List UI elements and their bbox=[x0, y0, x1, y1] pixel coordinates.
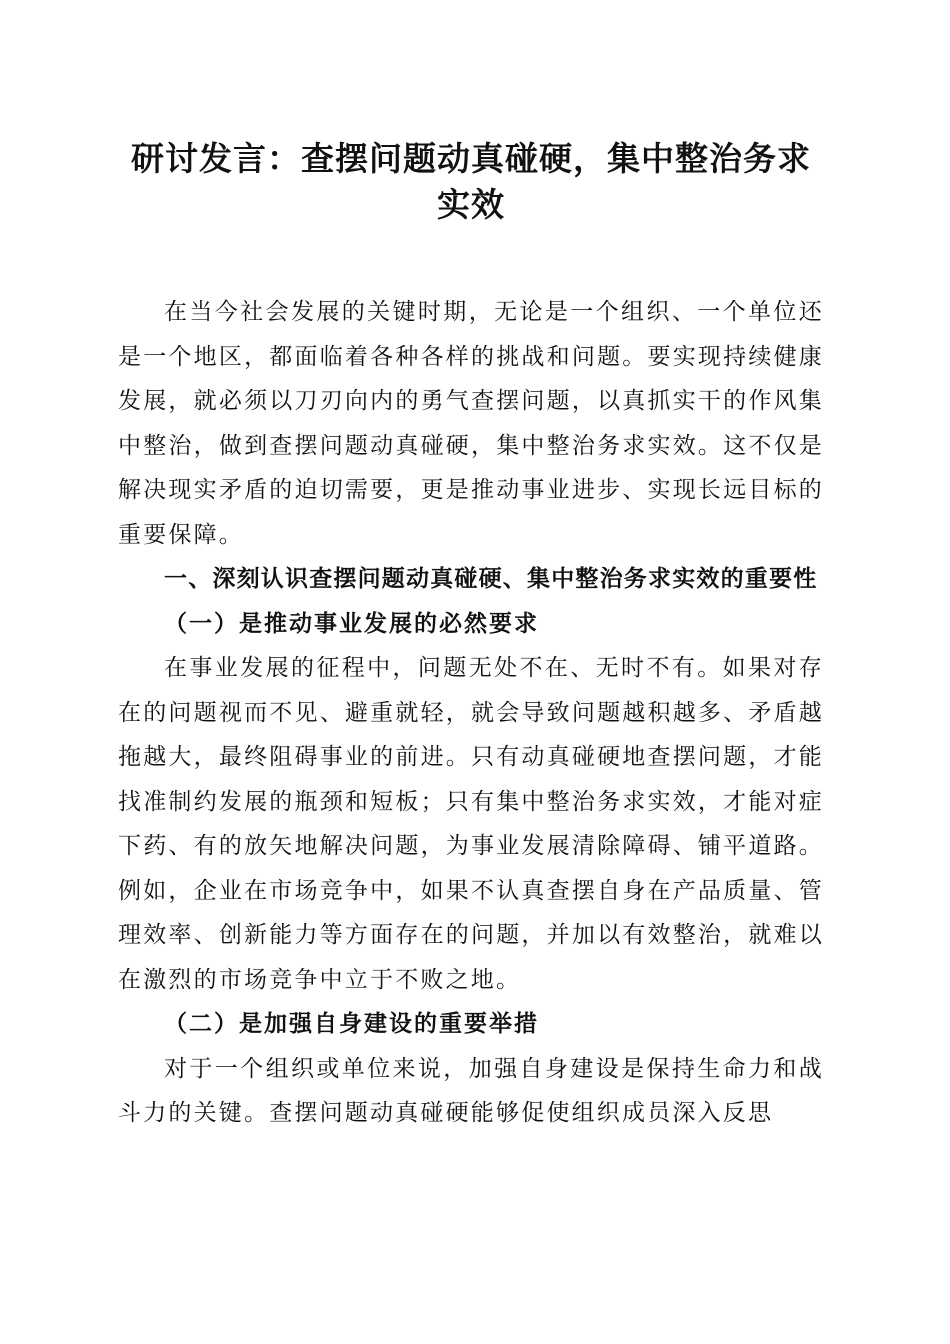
intro-paragraph: 在当今社会发展的关键时期，无论是一个组织、一个单位还是一个地区，都面临着各种各样的挑战和问题。要实现持续健康发展，就必须以刀刃向内的勇气查摆问题，以真抓实干的作风集中整治，做到查摆问题动真碰硬，集中整治务求实效。这不仅是解决现实矛盾的迫切需要，更是推动事业进步、实现长远目标的重要保障。 bbox=[118, 299, 824, 548]
subsection-heading-2: （二）是加强自身建设的重要举措 bbox=[164, 1010, 539, 1037]
document-body bbox=[118, 290, 824, 1136]
section-heading-1: 一、深刻认识查摆问题动真碰硬、集中整治务求实效的重要性 bbox=[164, 566, 818, 592]
subsection-paragraph-1: 在事业发展的征程中，问题无处不在、无时不有。如果对存在的问题视而不见、避重就轻，就会导致问题越积越多、矛盾越拖越大，最终阻碍事业的前进。只有动真碰硬地查摆问题，才能找准制约发展的瓶颈和短板；只有集中整治务求实效，才能对症下药、有的放矢地解决问题，为事业发展清除障碍、铺平道路。例如，企业在市场竞争中，如果不认真查摆自身在产品质量、管理效率、创新能力等方面存在的问题，并加以有效整治，就难以在激烈的市场竞争中立于不败之地。 bbox=[118, 655, 824, 993]
subsection-paragraph-2: 对于一个组织或单位来说，加强自身建设是保持生命力和战斗力的关键。查摆问题动真碰硬能够促使组织成员深入反思 bbox=[118, 1055, 824, 1126]
subsection-heading-1: （一）是推动事业发展的必然要求 bbox=[164, 609, 539, 637]
document-page bbox=[118, 136, 824, 1136]
document-title: 研讨发言：查摆问题动真碰硬，集中整治务求实效 bbox=[131, 139, 811, 224]
